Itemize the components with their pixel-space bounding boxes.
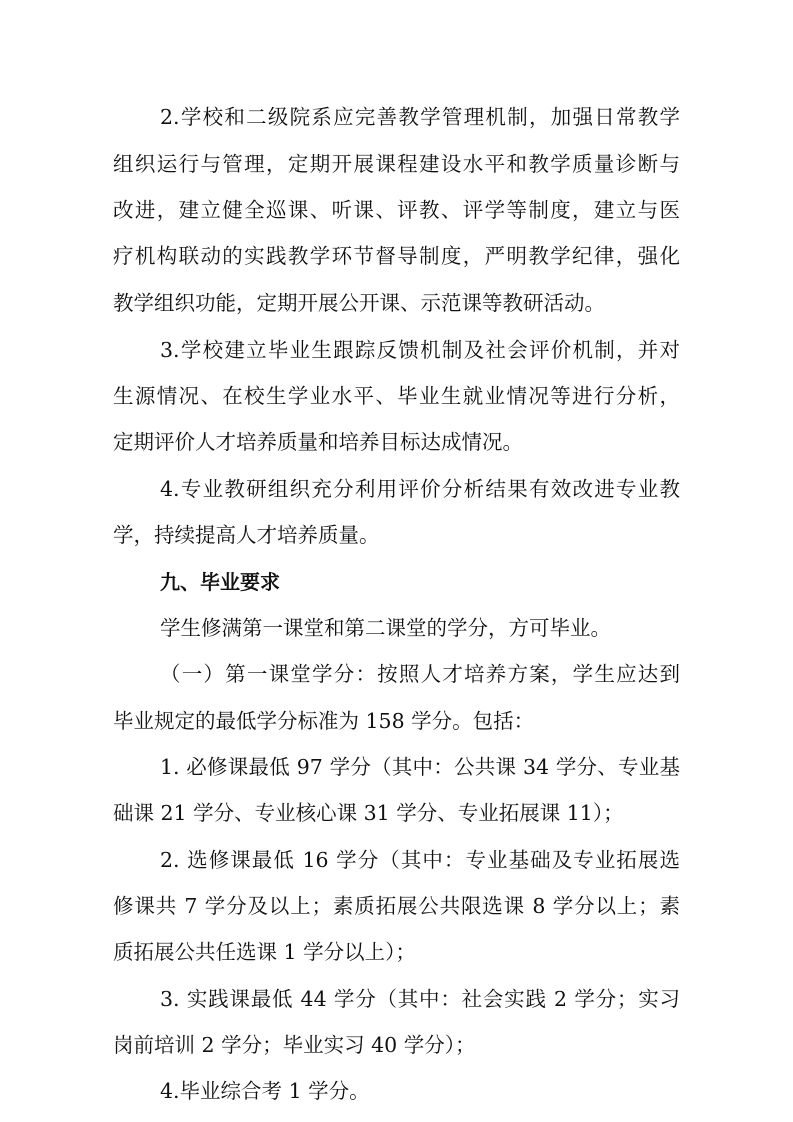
item-4-line-1: 4.毕业综合考 1 学分。 (160, 1079, 370, 1103)
graduation-intro: 学生修满第一课堂和第二课堂的学分，方可毕业。 (160, 616, 611, 640)
paragraph-4-line-1: 4.专业教研组织充分利用评价分析结果有效改进专业教 (160, 477, 680, 501)
paragraph-3-line-2: 生源情况、在校生学业水平、毕业生就业情况等进行分析， (113, 384, 680, 408)
item-1-line-1: 1. 必修课最低 97 学分（其中：公共课 34 学分、专业基 (160, 755, 680, 779)
paragraph-3-line-3: 定期评价人才培养质量和培养目标达成情况。 (113, 430, 523, 454)
item-2-line-3: 质拓展公共任选课 1 学分以上）； (113, 940, 416, 964)
item-2-line-1: 2. 选修课最低 16 学分（其中：专业基础及专业拓展选 (160, 848, 680, 872)
paragraph-3-line-1: 3.学校建立毕业生跟踪反馈机制及社会评价机制，并对 (160, 338, 680, 362)
item-2-line-2: 修课共 7 学分及以上；素质拓展公共限选课 8 学分以上；素 (113, 894, 680, 918)
section-heading: 九、毕业要求 (160, 570, 280, 594)
first-classroom-line-2: 毕业规定的最低学分标准为 158 学分。包括： (113, 709, 535, 733)
paragraph-2-line-5: 教学组织功能，定期开展公开课、示范课等教研活动。 (113, 291, 605, 315)
item-3-line-1: 3. 实践课最低 44 学分（其中：社会实践 2 学分；实习 (160, 987, 680, 1011)
paragraph-2-line-3: 改进，建立健全巡课、听课、评教、评学等制度，建立与医 (113, 198, 680, 222)
paragraph-2-line-1: 2.学校和二级院系应完善教学管理机制，加强日常教学 (160, 105, 680, 129)
paragraph-2-line-4: 疗机构联动的实践教学环节督导制度，严明教学纪律，强化 (113, 244, 680, 268)
paragraph-4-line-2: 学，持续提高人才培养质量。 (113, 523, 380, 547)
item-3-line-2: 岗前培训 2 学分；毕业实习 40 学分）； (113, 1033, 476, 1057)
first-classroom-line-1: （一）第一课堂学分：按照人才培养方案，学生应达到 (160, 662, 680, 686)
paragraph-2-line-2: 组织运行与管理，定期开展课程建设水平和教学质量诊断与 (113, 152, 680, 176)
item-1-line-2: 础课 21 学分、专业核心课 31 学分、专业拓展课 11）； (113, 801, 624, 825)
